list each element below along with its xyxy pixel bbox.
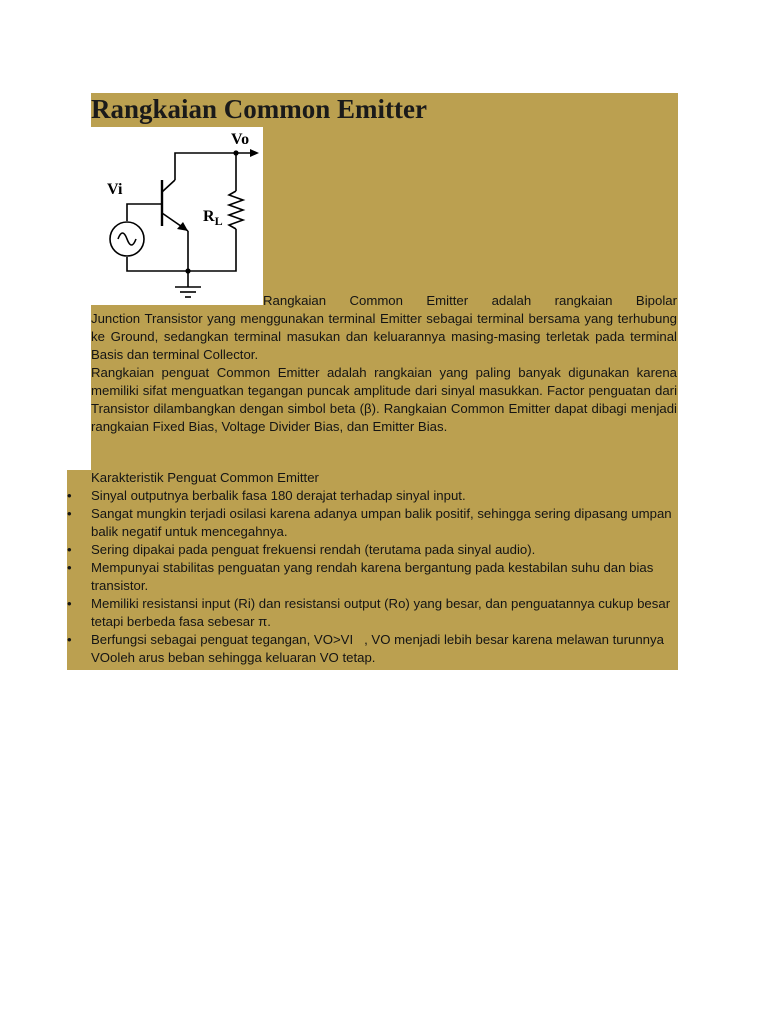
list-item: • Mempunyai stabilitas penguatan yang rendah karena bergantung pada kestabilan suhu dan bias transistor. — [67, 560, 654, 593]
list-item: • Memiliki resistansi input (Ri) dan resistansi output (Ro) yang besar, dan penguatannya cukup besar tetapi berbeda fasa sebesar π. — [67, 596, 671, 629]
resistor-zigzag — [229, 191, 243, 229]
common-emitter-circuit-diagram — [91, 127, 263, 305]
bullet-dot: • — [67, 560, 72, 575]
highlight-beside-diagram — [263, 127, 678, 292]
rl-label: $R_L$ — [203, 208, 223, 228]
paragraph-1-rest: Junction Transistor yang menggunakan terminal Emitter sebagai terminal bersama yang terhubung ke Ground, sedangkan terminal masukan dan keluarannya masing-masing terletak pada terminal Basis dan terminal Collector. — [91, 311, 677, 362]
body-text — [91, 310, 677, 436]
vo-label: Vo — [231, 131, 250, 148]
paragraph-2: Rangkaian penguat Common Emitter adalah rangkaian yang paling banyak digunakan karena memiliki sifat menguatkan tegangan puncak amplitude dari sinyal masukkan. Factor penguatan dari Transistor dilambangkan dengan simbol beta (β). Rangkaian Common Emitter dapat dibagi menjadi rangkaian Fixed Bias, Voltage Divider Bias, dan Emitter Bias. — [91, 365, 677, 434]
bullet-dot: • — [67, 632, 72, 647]
list-item: • Berfungsi sebagai penguat tegangan, VO>VI , VO menjadi lebih besar karena melawan turunnya VOoleh arus beban sehingga keluaran VO tetap. — [67, 632, 668, 665]
list-item: • Sinyal outputnya berbalik fasa 180 derajat terhadap sinyal input. — [67, 488, 466, 503]
bullet-dot: • — [67, 506, 72, 521]
characteristics-heading: Karakteristik Penguat Common Emitter — [91, 470, 319, 485]
list-item: • Sering dipakai pada penguat frekuensi rendah (terutama pada sinyal audio). — [67, 542, 536, 557]
emitter-arrow — [177, 222, 188, 231]
characteristics-list — [67, 487, 679, 667]
output-arrow — [250, 149, 259, 157]
bullet-dot: • — [67, 542, 72, 557]
page-title: Rangkaian Common Emitter — [91, 94, 427, 124]
vi-label: Vi — [107, 181, 123, 198]
list-item: • Sangat mungkin terjadi osilasi karena adanya umpan balik positif, sehingga sering dipasang umpan balik negatif untuk mencegahnya. — [67, 506, 672, 539]
paragraph-1-first-line: Rangkaian Common Emitter adalah rangkaian Bipolar — [263, 293, 677, 308]
bullet-dot: • — [67, 596, 72, 611]
bullet-dot: • — [67, 488, 72, 503]
